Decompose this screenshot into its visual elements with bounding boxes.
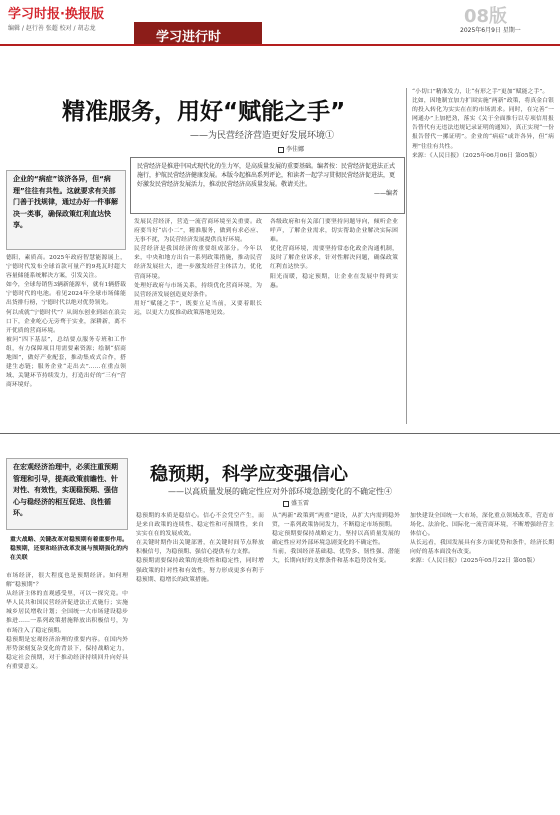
paragraph: 各级政府和有关部门要坚持问题导向，倾听企业呼声，了解企业需求，切实帮助企业解决实际困难。: [270, 219, 398, 244]
column-divider: [406, 88, 407, 424]
editor-sign: ——编者: [373, 190, 398, 197]
paragraph: 德阳，素质高。2025年政府智慧能源展上，宁德时代发布全球首款可量产的9兆瓦时超大容量储能系统解决方案，引发关注。: [6, 255, 126, 280]
article2-col2: [136, 512, 264, 810]
paragraph: “小切口”精准发力，让“有形之手”更加“赋能之手”。: [412, 89, 549, 95]
paragraph: 何以成就“宁德时代”？从闽东创业到站在浪尖口下，企业屹心无旁骛于实业，深耕新，离不开优质的营商环境。: [6, 309, 126, 334]
article2-pullquote: 在宏观经济治理中，必须注重预期管理和引导，提高政策前瞻性、针对性、有效性，实现稳预期、强信心与稳经济的相互促进、良性循环。: [6, 458, 128, 530]
page-number: 08版: [464, 6, 508, 27]
paragraph: 民营经济是我国经济的重要组成部分。今年以来，中央和地方出台一系列政策措施，推动民营经济发展壮大，进一步激发经营主体活力，优化营商环境。: [134, 246, 262, 280]
editor-note: [130, 157, 405, 214]
paragraph: 稳预期是宏观经济治理的重要内容。在国内外形势深刻复杂变化的背景下，保持战略定力，稳定社会预期，对于推动经济持续回升向好具有重要意义。: [6, 636, 128, 670]
paragraph: 稳预期需要保持政策的连续性和稳定性，同时增强政策的针对性和有效性，努力形成更多有利于稳预期、稳增长的政策措施。: [136, 558, 264, 583]
article2-title: 稳预期，科学应变强信心: [150, 464, 348, 485]
article1-title: 精准服务，用好“赋能之手”: [62, 99, 346, 125]
article2-subtitle: ——以高质量发展的确定性应对外部环境急剧变化的不确定性④: [168, 487, 392, 496]
article2-col3: [272, 512, 400, 810]
paragraph: 从“两新”政策到“两重”建设，从扩大内需到稳外贸，一系列政策协同发力，不断稳定市场预期。: [272, 513, 400, 529]
paragraph: 市场经济，很大程度也是预期经济。如何理解“稳预期”？: [6, 573, 128, 589]
article-divider: [0, 433, 560, 434]
paragraph: 稳预期的本质是稳信心。信心不会凭空产生，而是来自政策的连续性、稳定性和可预期性，来自实实在在的发展成效。: [136, 513, 264, 538]
paragraph: 从长远看，我国发展具有多方面优势和条件，经济长期向好的基本面没有改变。: [410, 540, 554, 556]
article2-source: 来源：《人民日报》（2025年05月22日 第05版）: [410, 558, 539, 565]
article2-highlight: 重大战略、关键改革对稳预期有着重要作用。稳预期，还要和经济改革发展与预期强化的内在关联: [10, 537, 128, 562]
article1-col1: [6, 254, 126, 424]
paragraph: 比如，因地制宜加力扩围实施“两新”政策，将真金白银的投入转化为实实在在的市场需求。同时，在完善“一网通办”上加把劲，落实《关于全面推行以专项信用报告替代有无违法违规记录证明的通知》，真正实现“一份报告替代一摞证明”。企业的“病症”或许各异，但“病理”往往有共性。: [412, 98, 554, 150]
author-box-icon: [283, 501, 289, 507]
article1-col2: [134, 218, 262, 424]
paragraph: 如今，全球每销售3辆新能源车，就有1辆搭载宁德时代的电池。看见2024年全球市场储能出货排行榜，宁德时代以绝对优势领先。: [6, 282, 126, 307]
article1-col4: [412, 88, 554, 424]
editorial-staff: 编辑 / 赵行善 张超 校对 / 胡志龙: [8, 25, 96, 32]
paragraph: 发展民营经济，营造一流营商环境至关重要。政府要当好“店小二”，精准服务，做到有求必应、无事不扰，为民营经济发展提供良好环境。: [134, 219, 262, 244]
newspaper-logo: 学习时报·换报版: [8, 7, 104, 22]
paragraph: 加快建设全国统一大市场，深化重点领域改革，营造市场化、法治化、国际化一流营商环境，不断增强经营主体信心。: [410, 513, 554, 538]
article1-author: [278, 144, 304, 153]
paragraph: 在关键时期作出关键部署，在关键时间节点释放积极信号，为稳预期、强信心提供有力支撑。: [136, 540, 264, 556]
section-banner: 学习进行时: [134, 22, 262, 45]
issue-date: 2025年6月9日 星期一: [460, 27, 521, 34]
paragraph: 处理好政府与市场关系，持续优化营商环境，为民营经济发展创造更好条件。: [134, 282, 262, 298]
paragraph: 稳定预期要保持战略定力，坚持以高质量发展的确定性应对外部环境急剧变化的不确定性。: [272, 531, 400, 547]
editor-note-text: 民营经济是推进中国式现代化的生力军，是高质量发展的重要基础。编者按：民营经济促进法正式施行，护航民营经济健康发展。本版今起推出系列评论，和读者一起学习贯彻民营经济促进法，更好激发民营经济发展活力，推动民营经济高质量发展。敬请关注。: [137, 163, 396, 188]
paragraph: 从经济主体的直观感受里，可以一探究竟。中华人民共和国民营经济促进法正式施行；实施城乡居民增收计划；全国统一大市场建设稳步推进……一系列政策措施释放出积极信号，为市场注入了稳定预期。: [6, 591, 128, 634]
article2-author: [283, 498, 309, 507]
paragraph: 被问“四下基层”，总结要点服务专班和工作组，有力保障项目用需要素资源；绘制“招商地图”，做好产业配套，推动集成式合作，搭建生态链；服务企业“走出去”……在重点领域、关键环节持续发力，打造出好的“三有”营商环境好。: [6, 336, 126, 389]
article1-subtitle: ——为民营经济营造更好发展环境①: [190, 131, 335, 141]
article1-col3: [270, 218, 398, 424]
author-box-icon: [278, 147, 284, 153]
article1-pullquote: 企业的“病症”该济各异，但“病理”往往有共性。这就要求有关部门善于找规律，通过办好一件事解决一类事，确保政策红利直达快享。: [6, 170, 126, 250]
paragraph: 阳光而暖，稳定预期，让企业在发展中得到实惠。: [270, 273, 398, 289]
article1-source: 来源：《人民日报》（2025年06月06日 第05版）: [412, 152, 541, 159]
paragraph: 当前，我国经济基础稳、优势多、韧性强、潜能大，长期向好的支撑条件和基本趋势没有变。: [272, 549, 400, 565]
article2-author-name: 盛玉雷: [291, 500, 310, 507]
paragraph: 用好“赋能之手”，既要立足当前，又要着眼长远，以更大力度推动政策落地见效。: [134, 300, 262, 316]
article2-col1: [6, 572, 128, 810]
masthead: [0, 0, 560, 46]
masthead-rule: [0, 44, 560, 46]
paragraph: 优化营商环境，需要坚持常态化政企沟通机制，及时了解企业诉求，针对性解决问题，确保政策红利直达快享。: [270, 246, 398, 271]
article1-author-name: 李佳娜: [286, 146, 305, 153]
article2-col4: [410, 512, 554, 810]
